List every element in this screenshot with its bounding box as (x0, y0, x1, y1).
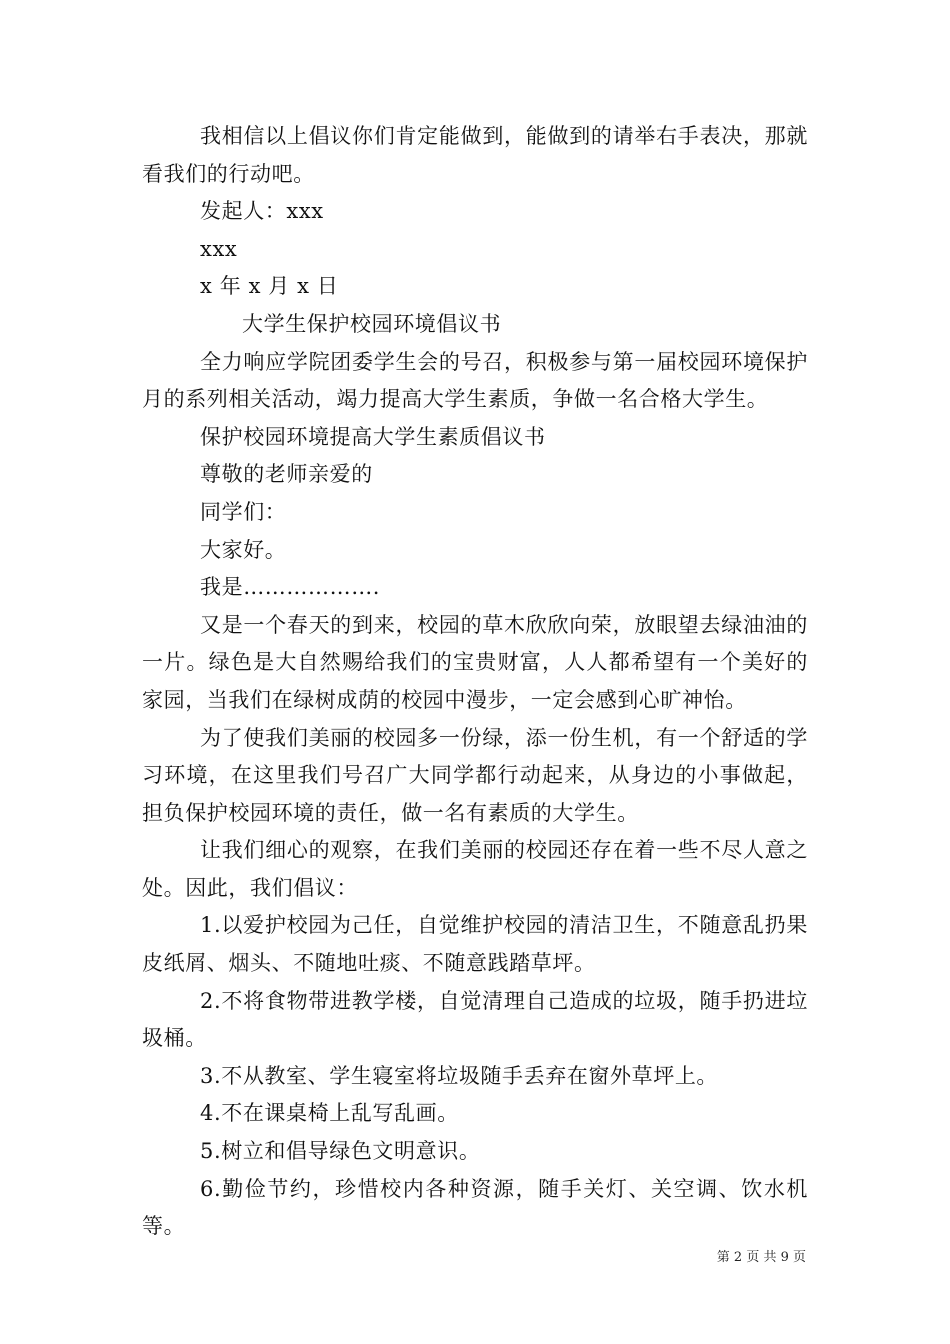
list-item-4: 4.不在课桌椅上乱写乱画。 (200, 1101, 459, 1126)
paragraph-response: 全力响应学院团委学生会的号召，积极参与第一届校园环境保护月的系列相关活动，竭力提高大学生素质，争做一名合格大学生。 (142, 349, 808, 412)
list-item-1: 1.以爱护校园为己任，自觉维护校园的清洁卫生，不随意乱扔果皮纸屑、烟头、不随地吐痰、不随意践踏草坪。 (142, 913, 808, 976)
paragraph-subtitle: 保护校园环境提高大学生素质倡议书 (200, 424, 546, 449)
paragraph-date: x 年 x 月 x 日 (200, 274, 339, 299)
paragraph-salutation-1: 尊敬的老师亲爱的 (200, 462, 373, 487)
list-item-2: 2.不将食物带进教学楼，自觉清理自己造成的垃圾，随手扔进垃圾桶。 (142, 988, 808, 1051)
paragraph-initiator: 发起人：xxx (200, 199, 324, 224)
document-body (142, 118, 808, 1246)
paragraph-greeting: 大家好。 (200, 537, 287, 562)
document-title: 大学生保护校园环境倡议书 (242, 311, 502, 336)
paragraph-proposal-intro: 让我们细心的观察，在我们美丽的校园还存在着一些不尽人意之处。因此，我们倡议： (142, 838, 808, 900)
page-number: 第 2 页 共 9 页 (716, 1250, 806, 1265)
paragraph-spring: 又是一个春天的到来，校园的草木欣欣向荣，放眼望去绿油油的一片。绿色是大自然赐给我们的宝贵财富，人人都希望有一个美好的家园，当我们在绿树成荫的校园中漫步，一定会感到心旷神怡。 (142, 612, 808, 712)
paragraph-call-to-action: 为了使我们美丽的校园多一份绿，添一份生机，有一个舒适的学习环境，在这里我们号召广大同学都行动起来，从身边的小事做起，担负保护校园环境的责任，做一名有素质的大学生。 (142, 725, 808, 825)
list-item-6: 6.勤俭节约，珍惜校内各种资源，随手关灯、关空调、饮水机等。 (142, 1176, 808, 1239)
paragraph-initiator-name: xxx (200, 236, 238, 261)
list-item-3: 3.不从教室、学生寝室将垃圾随手丢弃在窗外草坪上。 (200, 1063, 719, 1088)
paragraph-salutation-2: 同学们： (200, 499, 287, 524)
list-item-5: 5.树立和倡导绿色文明意识。 (200, 1139, 481, 1164)
paragraph-closing-appeal: 我相信以上倡议你们肯定能做到，能做到的请举右手表决，那就看我们的行动吧。 (142, 124, 808, 186)
paragraph-intro: 我是………………. (200, 575, 381, 600)
